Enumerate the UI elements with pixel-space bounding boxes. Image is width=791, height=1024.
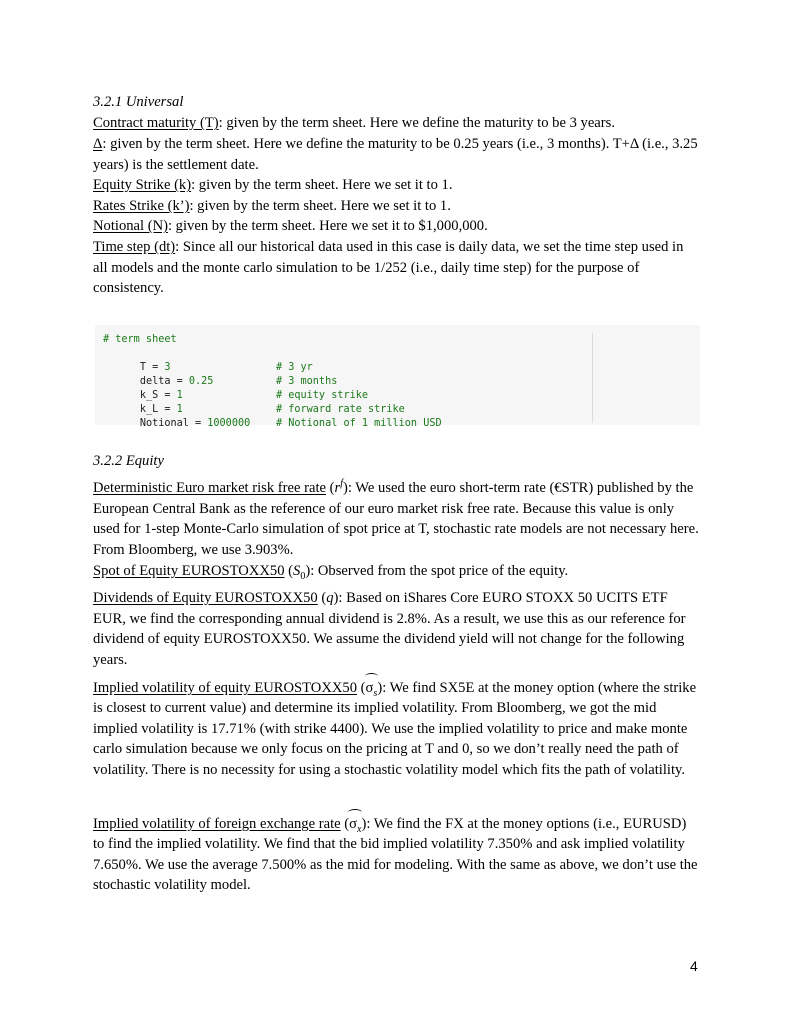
code-comment: # 3 months [276, 376, 338, 387]
term-label: Implied volatility of foreign exchange rate [93, 816, 341, 832]
term-label: Dividends of Equity EUROSTOXX50 [93, 590, 318, 606]
term-text: : We find SX5E at the money option (where the strike is closest to current value) and determine its implied volatility. From Bloomberg, we got the mid implied volatility is 17.71% (with strike 4400). We use the implied volatility to price and make monte carlo simulation because we only focus on the pricing at T and 0, so we don’t really need the path of volatility. There is no necessity for using a stochastic volatility model which fits the path of volatility. [93, 680, 697, 778]
symbol-subscript: s [373, 687, 378, 699]
term-text: : given by the term sheet. Here we set it to 1. [189, 198, 451, 214]
paragraph-equity-strike [93, 175, 701, 196]
term-label: Rates Strike (k’) [93, 198, 190, 214]
term-text: : given by the term sheet. Here we set it to $1,000,000. [167, 218, 488, 234]
code-value: 1 [176, 404, 183, 415]
term-text: : given by the term sheet. Here we set it to 1. [191, 177, 453, 193]
symbol: r [334, 480, 341, 496]
paragraph-dividends: Dividends of Equity EUROSTOXX50 (q): Based on iShares Core EURO STOXX 50 UCITS ETF EUR, we find the corresponding annual dividend is 2.8%. As a result, we use this as our reference for dividend of equity EUROSTOXX50. We assume the dividend yield will not change for the following years. [93, 590, 686, 668]
term-text: : We used the euro short-term rate (€STR) published by the European Central Bank as the reference of our euro market risk free rate. Because this value is only used for 1-step Monte-Carlo simulation of spot price at T, stochastic rate models are not necessary here. From Bloomberg, we use 3.903%. [93, 480, 699, 558]
code-divider [592, 333, 593, 423]
code-header-comment: # term sheet [103, 334, 177, 345]
paragraph-delta [93, 134, 701, 175]
symbol-hat [366, 678, 378, 698]
term-label: Δ [93, 136, 103, 152]
section-heading-equity: 3.2.2 Equity [93, 453, 164, 469]
paragraph-notional [93, 216, 701, 237]
symbol: σ [349, 816, 357, 832]
code-text: delta = [139, 376, 189, 387]
term-text: : Based on iShares Core EURO STOXX 50 UCITS ETF EUR, we find the corresponding annual dividend is 2.8%. As a result, we use this as our reference for dividend of equity EUROSTOXX50. We assume the dividend yield will not change for the following years. [93, 590, 686, 668]
term-text: : Since all our historical data used in this case is daily data, we set the time step used in all models and the monte carlo simulation to be 1/252 (i.e., daily time step) for the purpose of consistency. [93, 239, 684, 297]
paragraph-spot: Spot of Equity EUROSTOXX50 $(S_0)$: Observed from the spot price of the equity. [93, 563, 569, 582]
term-label: Equity Strike (k) [93, 177, 192, 193]
code-comment: # forward rate strike [276, 404, 405, 415]
symbol-subscript: x [357, 823, 362, 835]
code-value: 0.25 [188, 376, 214, 387]
term-text: : Observed from the spot price of the equity. [310, 563, 569, 579]
code-line [103, 347, 313, 373]
code-text: k_S = [139, 390, 177, 401]
paragraph-time-step [93, 237, 701, 299]
paragraph-contract-maturity [93, 113, 701, 134]
code-comment: # 3 yr [276, 362, 313, 373]
code-comment: # Notional of 1 million USD [276, 418, 442, 429]
symbol: σ [365, 680, 374, 696]
symbol: S [293, 563, 301, 579]
page-number: 4 [690, 958, 698, 974]
term-label: Time step (dt) [93, 239, 176, 255]
code-text: k_L = [139, 404, 177, 415]
symbol-hat [349, 814, 361, 834]
term-label: Implied volatility of equity EUROSTOXX50 [93, 680, 358, 696]
paragraph-risk-free-rate: Deterministic Euro market risk free rate $(r^f)$: We used the euro short-term rate (€STR) published by the European Central Bank as the reference of our euro market risk free rate. Because this value is only used for 1-step Monte-Carlo simulation of spot price at T, stochastic rate models are not necessary here. From Bloomberg, we use 3.903%. [93, 478, 699, 558]
symbol-superscript: f [340, 478, 343, 490]
code-value: 3 [164, 362, 171, 373]
code-text: Notional = [139, 418, 208, 429]
paragraph-implied-vol-equity: Implied volatility of equity EUROSTOXX50 $(\sigma_s)$: We find SX5E at the money option (where the strike is closest to current value) and determine its implied volatility. From Bloomberg, we got the mid implied volatility is 17.71% (with strike 4400). We use the implied volatility to price and make monte carlo simulation because we only focus on the pricing at T and 0, so we don’t really need the path of volatility. There is no necessity for using a stochastic volatility model which fits the path of volatility. [93, 680, 697, 778]
term-label: Contract maturity (T) [93, 115, 219, 131]
term-text: : given by the term sheet. Here we define the maturity to be 3 years. [218, 115, 615, 131]
term-text: : We find the FX at the money options (i.e., EURUSD) to find the implied volatility. We find that the bid implied volatility 7.350% and ask implied volatility 7.650%. We use the average 7.500% as the mid for modeling. With the same as above, we don’t use the stochastic volatility model. [93, 816, 698, 894]
symbol-subscript: 0 [300, 570, 306, 582]
code-comment: # equity strike [276, 390, 369, 401]
term-label: Spot of Equity EUROSTOXX50 [93, 563, 285, 579]
code-text: T = [139, 362, 165, 373]
term-label: Notional (N) [93, 218, 168, 234]
paragraph-implied-vol-fx: Implied volatility of foreign exchange rate $(\sigma_x)$: We find the FX at the money options (i.e., EURUSD) to find the implied volatility. We find that the bid implied volatility 7.350% and ask implied volatility 7.650%. We use the average 7.500% as the mid for modeling. With the same as above, we don’t use the stochastic volatility model. [93, 816, 698, 894]
section-heading-universal: 3.2.1 Universal [93, 94, 184, 110]
code-block [95, 325, 700, 429]
code-value: 1000000 [207, 418, 251, 429]
term-text: : given by the term sheet. Here we define the maturity to be 0.25 years (i.e., 3 months). T+Δ (i.e., 3.25 years) is the settlement date. [93, 136, 698, 173]
symbol: q [326, 590, 334, 606]
code-value: 1 [176, 390, 183, 401]
term-label: Deterministic Euro market risk free rate [93, 480, 326, 496]
paragraph-rates-strike [93, 196, 701, 217]
